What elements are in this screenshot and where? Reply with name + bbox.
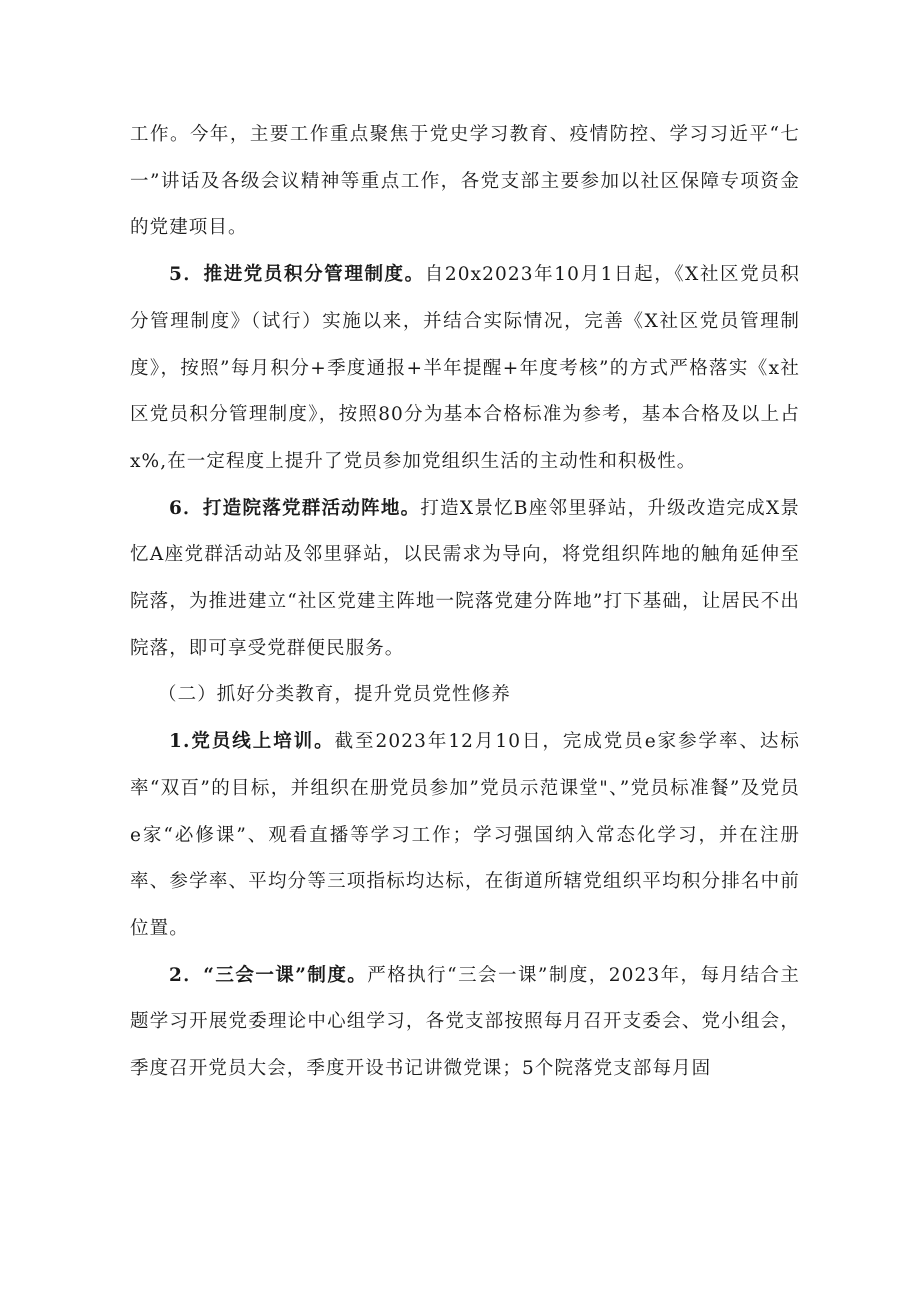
paragraph-text: 严格执行“三会一课”制度，2023年，每月结合主题学习开展党委理论中心组学习，各党支部按照每月召开支委会、党小组会，季度召开党员大会，季度开设书记讲微党课；5个院落党支部每月固 (130, 964, 800, 1080)
paragraph-text: 打造X景忆B座邻里驿站，升级改造完成X景忆A座党群活动站及邻里驿站，以民需求为导向，将党组织阵地的触角延伸至院落，为推进建立“社区党建主阵地一院落党建分阵地”打下基础，让居民不出院落，即可享受党群便民服务。 (130, 497, 800, 659)
paragraph-heading: 1.党员线上培训。 (169, 731, 335, 753)
paragraph-heading: 2．“三会一课”制度。 (169, 964, 368, 986)
section-heading (130, 672, 800, 719)
paragraph-heading: 5．推进党员积分管理制度。 (169, 264, 425, 286)
paragraph-online-training (130, 719, 800, 953)
paragraph-points-system (130, 252, 800, 486)
paragraph-text: 截至2023年12月10日，完成党员e家参学率、达标率“双百”的目标，并组织在册党员参加”党员示范课堂"、”党员标准餐”及党员e家“必修课”、观看直播等学习工作；学习强国纳入常态化学习，并在注册率、参学率、平均分等三项指标均达标，在街道所辖党组织平均积分排名中前位置。 (130, 731, 800, 939)
paragraph-text: 自20x2023年10月1日起，《X社区党员积分管理制度》（试行）实施以来，并结合实际情况，完善《X社区党员管理制度》，按照”每月积分+季度通报+半年提醒+年度考核”的方式严格落实《x社区党员积分管理制度》，按照80分为基本合格标准为参考，基本合格及以上占x%,在一定程度上提升了党员参加党组织生活的主动性和积极性。 (130, 264, 800, 472)
section-title: （二）抓好分类教育，提升党员党性修养 (158, 684, 511, 706)
paragraph-work-summary (130, 112, 800, 252)
paragraph-courtyard-activity (130, 486, 800, 673)
paragraph-three-meetings (130, 953, 800, 1093)
paragraph-text: 工作。今年，主要工作重点聚焦于党史学习教育、疫情防控、学习习近平“七一”讲话及各级会议精神等重点工作，各党支部主要参加以社区保障专项资金的党建项目。 (130, 124, 800, 239)
paragraph-heading: 6．打造院落党群活动阵地。 (169, 497, 421, 519)
document-body (130, 112, 800, 1093)
